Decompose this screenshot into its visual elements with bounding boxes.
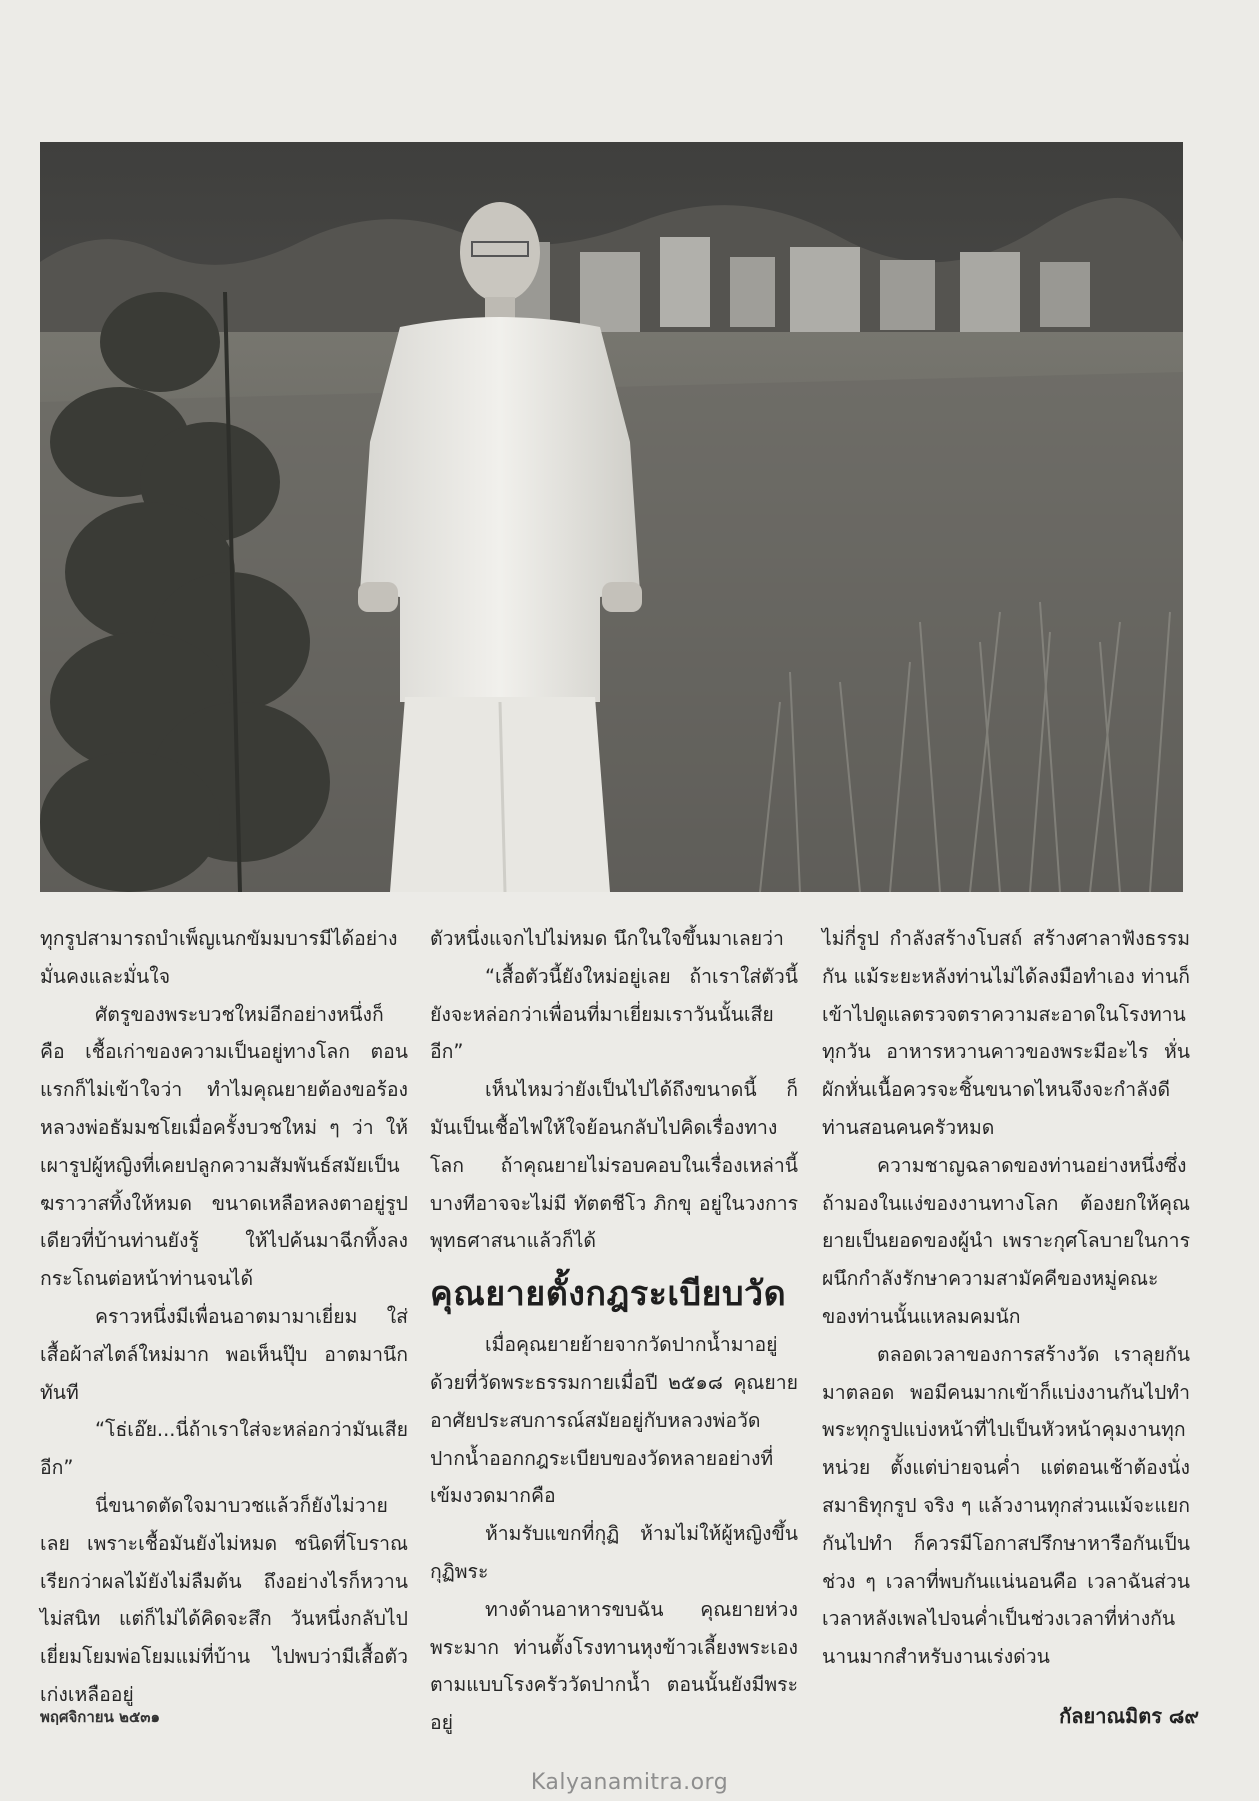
- paragraph: เห็นไหมว่ายังเป็นไปได้ถึงขนาดนี้ ก็มันเป็นเชื้อไฟให้ใจย้อนกลับไปคิดเรื่องทางโลก ถ้าคุณยายไม่รอบคอบในเรื่องเหล่านี้ บางทีอาจจะไม่มี ทัตตชีโว ภิกขุ อยู่ในวงการพุทธศาสนาแล้วก็ได้: [430, 1078, 798, 1253]
- paragraph: นี่ขนาดตัดใจมาบวชแล้วก็ยังไม่วายเลย เพราะเชื้อมันยังไม่หมด ชนิดที่โบราณเรียกว่าผลไม้ยังไม่ลืมต้น ถึงอย่างไรก็หวานไม่สนิท แต่ก็ไม่ได้คิดจะสึก วันหนึ่งกลับไปเยี่ยมโยมพ่อโยมแม่ที่บ้าน ไปพบว่ามีเสื้อตัวเก่งเหลืออยู่: [40, 1493, 408, 1706]
- paragraph: ทุกรูปสามารถบำเพ็ญเนกขัมมบารมีได้อย่างมั่นคงและมั่นใจ: [40, 927, 398, 988]
- text-column-2: [430, 920, 798, 1742]
- watermark: Kalyanamitra.org: [530, 1770, 729, 1795]
- paragraph: ศัตรูของพระบวชใหม่อีกอย่างหนึ่งก็คือ เชื้อเก่าของความเป็นอยู่ทางโลก ตอนแรกก็ไม่เข้าใจว่า ทำไมคุณยายต้องขอร้องหลวงพ่อธัมมชโยเมื่อครั้งบวชใหม่ ๆ ว่า ให้เผารูปผู้หญิงที่เคยปลูกความสัมพันธ์สมัยเป็นฆราวาสทิ้งให้หมด ขนาดเหลือหลงตาอยู่รูปเดียวที่บ้านท่านยังรู้ ให้ไปค้นมาฉีกทิ้งลงกระโถนต่อหน้าท่านจนได้: [40, 1002, 408, 1291]
- article-photo: [40, 142, 1183, 892]
- paragraph: ไม่กี่รูป กำลังสร้างโบสถ์ สร้างศาลาฟังธรรมกัน แม้ระยะหลังท่านไม่ได้ลงมือทำเอง ท่านก็เข้าไปดูแลตรวจตราความสะอาดในโรงทานทุกวัน อาหารหวานคาวของพระมีอะไร หั่นผักหั่นเนื้อควรจะชิ้นขนาดไหนจึงจะกำลังดี ท่านสอนคนครัวหมด: [822, 927, 1190, 1139]
- page-number: กัลยาณมิตร ๘๙: [1059, 1704, 1199, 1728]
- paragraph: ทางด้านอาหารขบฉัน คุณยายห่วงพระมาก ท่านตั้งโรงทานหุงข้าวเลี้ยงพระเองตามแบบโรงครัววัดปากน้ำ ตอนนั้นยังมีพระอยู่: [430, 1597, 798, 1735]
- text-column-3: [822, 920, 1190, 1676]
- paragraph: ตลอดเวลาของการสร้างวัด เราลุยกันมาตลอด พอมีคนมากเข้าก็แบ่งงานกันไปทำ พระทุกรูปแบ่งหน้าที่ไปเป็นหัวหน้าคุมงานทุกหน่วย ตั้งแต่บ่ายจนค่ำ แต่ตอนเช้าต้องนั่งสมาธิทุกรูป จริง ๆ แล้วงานทุกส่วนแม้จะแยกกันไปทำ ก็ควรมีโอกาสปรึกษาหารือกันเป็นช่วง ๆ เวลาที่พบกันแน่นอนคือ เวลาฉันส่วนเวลาหลังเพลไปจนค่ำเป็นช่วงเวลาที่ห่างกันนานมากสำหรับงานเร่งด่วน: [822, 1342, 1190, 1669]
- paragraph: ห้ามรับแขกที่กุฏิ ห้ามไม่ให้ผู้หญิงขึ้นกุฏิพระ: [430, 1522, 798, 1583]
- quote: “เสื้อตัวนี้ยังใหม่อยู่เลย ถ้าเราใส่ตัวนี้ยังจะหล่อกว่าเพื่อนที่มาเยี่ยมเราวันนั้นเสียอีก”: [430, 964, 798, 1064]
- paragraph: เมื่อคุณยายย้ายจากวัดปากน้ำมาอยู่ด้วยที่วัดพระธรรมกายเมื่อปี ๒๕๑๘ คุณยายอาศัยประสบการณ์สมัยอยู่กับหลวงพ่อวัดปากน้ำออกกฎระเบียบของวัดหลายอย่างที่เข้มงวดมากคือ: [430, 1333, 798, 1508]
- quote: “โธ่เอ๊ย...นี่ถ้าเราใส่จะหล่อกว่ามันเสียอีก”: [40, 1418, 409, 1480]
- text-column-1: [40, 920, 408, 1714]
- issue-date: พฤศจิกายน ๒๕๓๑: [40, 1708, 161, 1726]
- photo-elderly-nun-in-field-icon: [40, 142, 1183, 892]
- section-heading: คุณยายตั้งกฎระเบียบวัด: [430, 1274, 787, 1315]
- paragraph: ตัวหนึ่งแจกไปไม่หมด นึกในใจขึ้นมาเลยว่า: [430, 927, 784, 950]
- paragraph: ความชาญฉลาดของท่านอย่างหนึ่งซึ่งถ้ามองในแง่ของงานทางโลก ต้องยกให้คุณยายเป็นยอดของผู้นำ เพราะกุศโลบายในการผนึกกำลังรักษาความสามัคคีของหมู่คณะของท่านนั้นแหลมคมนัก: [822, 1153, 1190, 1328]
- paragraph: คราวหนึ่งมีเพื่อนอาตมามาเยี่ยม ใส่เสื้อผ้าสไตล์ใหม่มาก พอเห็นปุ๊บ อาตมานึกทันที: [40, 1304, 408, 1404]
